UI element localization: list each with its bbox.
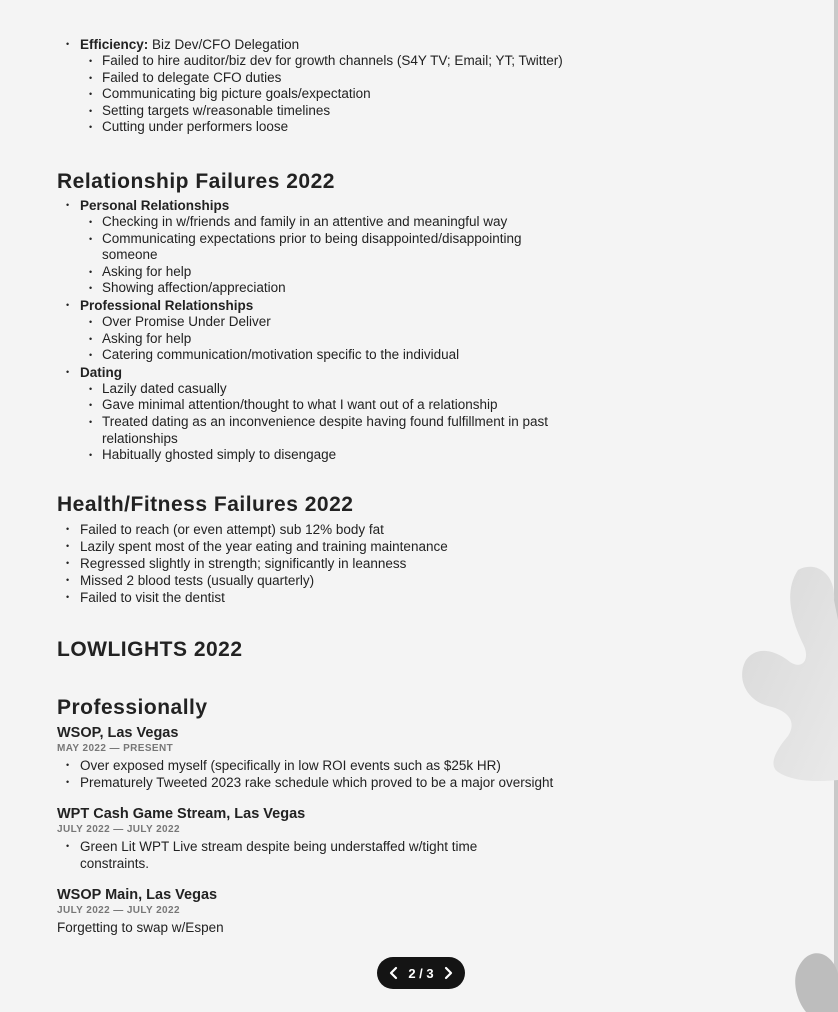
scrollbar[interactable] (834, 0, 838, 1012)
entry-date: JULY 2022 — JULY 2022 (57, 823, 180, 835)
decorative-blob (738, 560, 838, 785)
lowlight-entry-wsop (57, 725, 577, 791)
dating-sublist (80, 381, 577, 464)
list-item: • Failed to delegate CFO duties (80, 70, 577, 87)
health-list (57, 521, 577, 606)
relationship-failures-heading: Relationship Failures 2022 (57, 169, 335, 193)
list-item: • Communicating expectations prior to being disappointed/disappointing someone (80, 231, 577, 264)
relationship-list (57, 197, 577, 464)
entry-date: JULY 2022 — JULY 2022 (57, 904, 180, 916)
relationship-group-personal (57, 197, 577, 297)
efficiency-list (57, 36, 577, 136)
efficiency-item (57, 36, 577, 136)
lowlight-entry-wpt (57, 806, 577, 872)
page-navigator (377, 957, 465, 989)
list-item: • Catering communication/motivation specific to the individual (80, 347, 577, 364)
efficiency-text: Biz Dev/CFO Delegation (148, 37, 300, 52)
entry-heading: WSOP, Las Vegas (57, 724, 179, 741)
list-item: • Habitually ghosted simply to disengage (80, 447, 577, 464)
list-item: • Missed 2 blood tests (usually quarterly) (57, 572, 577, 589)
list-item: • Green Lit WPT Live stream despite being understaffed w/tight time constraints. (57, 838, 507, 872)
list-item: • Prematurely Tweeted 2023 rake schedule which proved to be a major oversight (57, 774, 577, 791)
entry-list (57, 838, 507, 872)
entry-date: MAY 2022 — PRESENT (57, 742, 174, 754)
next-page-button[interactable] (443, 966, 453, 980)
list-item: • Over exposed myself (specifically in low ROI events such as $25k HR) (57, 757, 577, 774)
list-item: • Lazily dated casually (80, 381, 577, 398)
group-label: Dating (80, 364, 122, 380)
list-item: • Failed to reach (or even attempt) sub 12% body fat (57, 521, 577, 538)
professional-sublist (80, 314, 577, 364)
entry-text: Forgetting to swap w/Espen (57, 919, 224, 935)
list-item: • Over Promise Under Deliver (80, 314, 577, 331)
list-item: • Failed to hire auditor/biz dev for growth channels (S4Y TV; Email; YT; Twitter) (80, 53, 577, 70)
lowlights-heading: LOWLIGHTS 2022 (57, 637, 243, 661)
chevron-right-icon (443, 966, 453, 980)
chevron-left-icon (389, 966, 399, 980)
entry-list (57, 757, 577, 791)
list-item: • Regressed slightly in strength; significantly in leanness (57, 555, 577, 572)
entry-heading: WSOP Main, Las Vegas (57, 886, 218, 903)
entry-heading: WPT Cash Game Stream, Las Vegas (57, 805, 306, 822)
personal-sublist (80, 214, 577, 297)
previous-page-button[interactable] (389, 966, 399, 980)
decorative-blob-bottom (792, 950, 838, 1012)
list-item: • Setting targets w/reasonable timelines (80, 103, 577, 120)
relationship-group-dating (57, 364, 577, 464)
list-item: • Cutting under performers loose (80, 119, 577, 136)
health-failures-heading: Health/Fitness Failures 2022 (57, 492, 354, 516)
list-item: • Checking in w/friends and family in an attentive and meaningful way (80, 214, 577, 231)
list-item: • Failed to visit the dentist (57, 589, 577, 606)
list-item: • Lazily spent most of the year eating and training maintenance (57, 538, 577, 555)
list-item: • Showing affection/appreciation (80, 280, 577, 297)
list-item: • Gave minimal attention/thought to what I want out of a relationship (80, 397, 577, 414)
efficiency-sublist (80, 53, 577, 136)
list-item: • Asking for help (80, 264, 577, 281)
group-label: Professional Relationships (80, 297, 254, 313)
efficiency-label: Efficiency: (80, 37, 149, 52)
list-item: • Treated dating as an inconvenience despite having found fulfillment in past relationships (80, 414, 577, 447)
list-item: • Asking for help (80, 331, 577, 348)
document-page (57, 36, 577, 936)
professionally-heading: Professionally (57, 695, 208, 719)
lowlight-entry-wsop-main (57, 887, 577, 936)
list-item: • Communicating big picture goals/expectation (80, 86, 577, 103)
group-label: Personal Relationships (80, 197, 230, 213)
relationship-group-professional (57, 297, 577, 364)
page-indicator: 2 / 3 (408, 965, 434, 981)
